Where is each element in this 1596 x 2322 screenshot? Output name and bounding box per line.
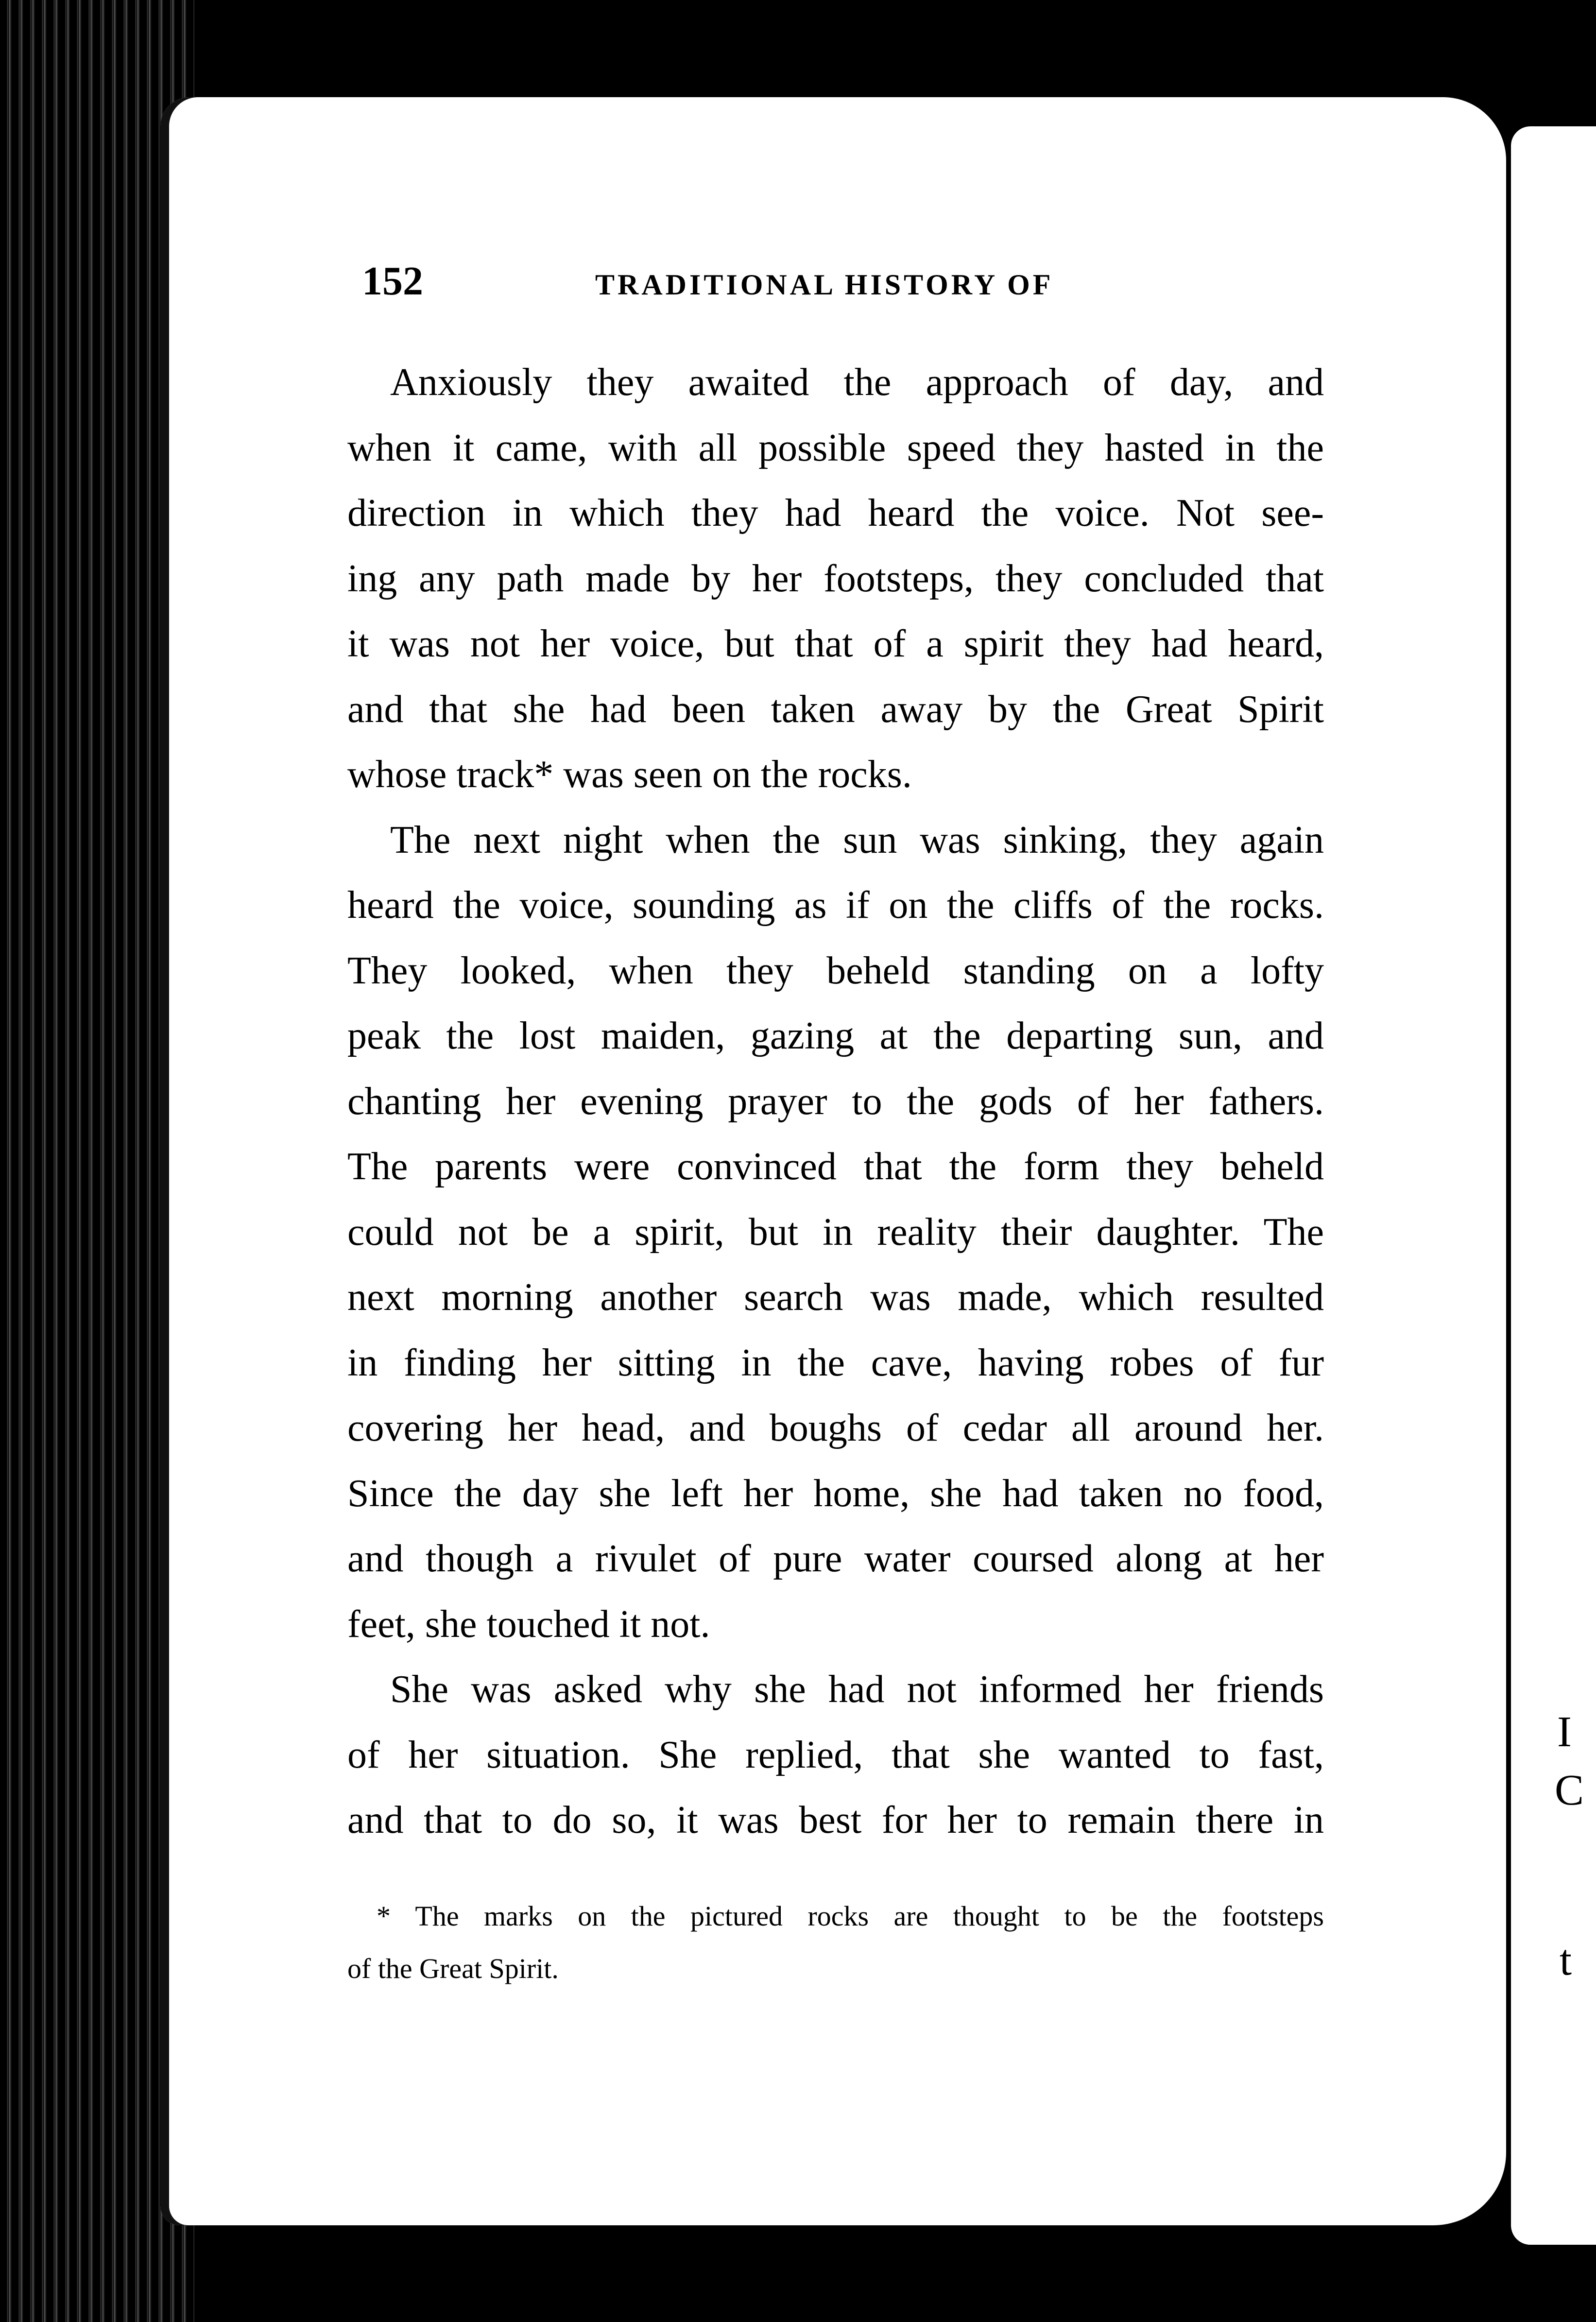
text-line: in finding her sitting in the cave, having robes of fur xyxy=(347,1341,1324,1384)
edge-glyph: I xyxy=(1557,1708,1572,1756)
text-line: ing any path made by her footsteps, they concluded that xyxy=(347,557,1324,600)
text-line: heard the voice, sounding as if on the cliffs of the rocks. xyxy=(347,884,1324,927)
paragraph xyxy=(347,350,1324,808)
page-number: 152 xyxy=(362,258,423,304)
text-line: and that to do so, it was best for her to remain there in xyxy=(347,1799,1324,1841)
facing-page-edge xyxy=(1511,126,1596,2245)
text-line: it was not her voice, but that of a spirit they had heard, xyxy=(347,622,1324,665)
text-line: Since the day she left her home, she had taken no food, xyxy=(347,1472,1324,1515)
text-line: feet, she touched it not. xyxy=(347,1602,710,1646)
text-line: Anxiously they awaited the approach of day, and xyxy=(390,361,1324,404)
text-line: when it came, with all possible speed they hasted in the xyxy=(347,426,1324,469)
page-header xyxy=(362,258,1329,316)
edge-glyph: C xyxy=(1555,1766,1584,1814)
text-line: and that she had been taken away by the Great Spirit xyxy=(347,688,1324,731)
text-line: and though a rivulet of pure water coursed along at her xyxy=(347,1537,1324,1580)
text-line: next morning another search was made, which resulted xyxy=(347,1276,1324,1319)
text-line: could not be a spirit, but in reality their daughter. The xyxy=(347,1210,1324,1254)
footnote-line: of the Great Spirit. xyxy=(347,1953,559,1984)
paragraph xyxy=(347,808,1324,1657)
text-line: She was asked why she had not informed her friends xyxy=(390,1668,1324,1711)
body-text xyxy=(347,350,1324,1853)
text-line: of her situation. She replied, that she wanted to fast, xyxy=(347,1733,1324,1776)
text-line: whose track* was seen on the rocks. xyxy=(347,753,912,796)
edge-glyph: t xyxy=(1560,1936,1572,1984)
text-line: They looked, when they beheld standing on a lofty xyxy=(347,949,1324,992)
running-head: TRADITIONAL HISTORY OF xyxy=(595,269,1054,301)
footnote xyxy=(347,1890,1324,1995)
text-line: The parents were convinced that the form they beheld xyxy=(347,1145,1324,1188)
text-line: direction in which they had heard the voice. Not see- xyxy=(347,492,1324,534)
text-line: The next night when the sun was sinking, they again xyxy=(390,818,1324,861)
text-line: chanting her evening prayer to the gods of her fathers. xyxy=(347,1080,1324,1123)
paragraph xyxy=(347,1657,1324,1853)
footnote-line: * The marks on the pictured rocks are thought to be the footsteps xyxy=(377,1900,1324,1932)
text-line: peak the lost maiden, gazing at the departing sun, and xyxy=(347,1015,1324,1057)
text-line: covering her head, and boughs of cedar all around her. xyxy=(347,1407,1324,1449)
